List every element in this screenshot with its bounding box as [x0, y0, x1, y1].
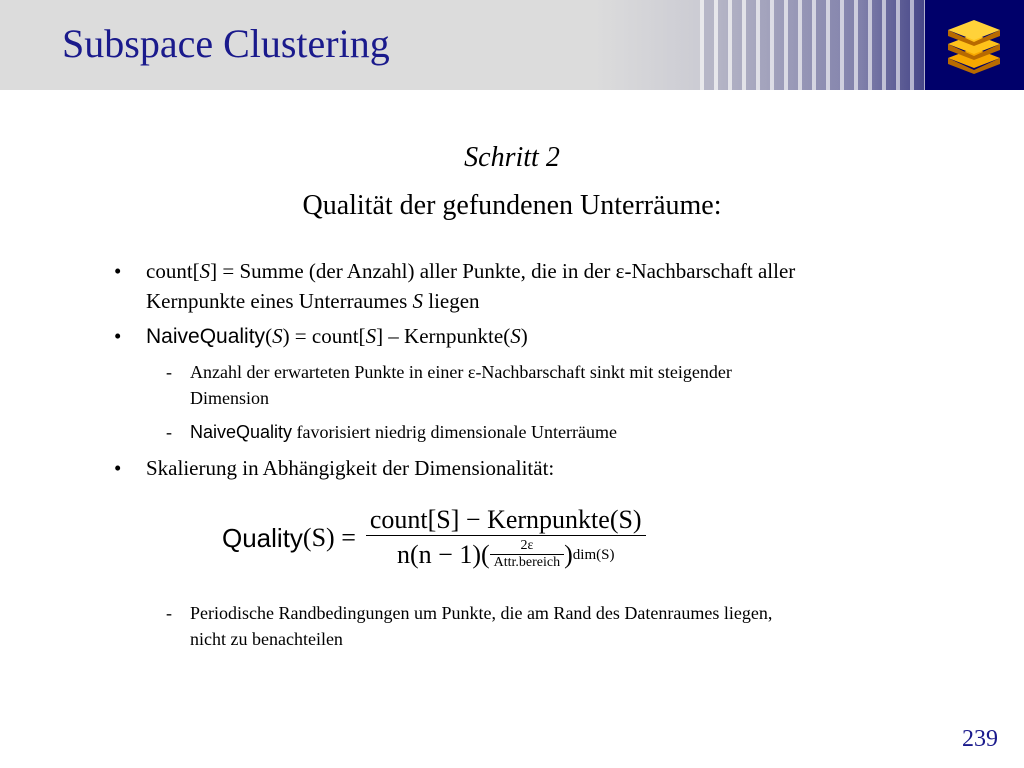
bullet-count: • count[S] = Summe (der Anzahl) aller Punkte, die in der ε-Nachbarschaft aller Kernpunkte eines Unterraumes S liegen [146, 256, 956, 316]
formula-numerator: count[S] − Kernpunkte(S) [369, 504, 642, 534]
subbullet-expected-points: - Anzahl der erwarteten Punkte in einer ε-Nachbarschaft sinkt mit steigender Dimension [190, 359, 950, 411]
formula-exponent: dim(S) [572, 546, 615, 563]
step-label: Schritt 2 [464, 142, 560, 173]
page-number: 239 [962, 726, 998, 752]
quality-formula [222, 503, 712, 573]
formula-denominator: n(n − 1)( $\frac{2\varepsilon}{\text{Attr.bereich}}$ ) dim(S) [397, 538, 615, 570]
dash-marker: - [166, 362, 172, 382]
bullet-marker: • [114, 456, 122, 480]
formula-fraction [366, 505, 646, 572]
stacked-layers-icon [942, 18, 1006, 74]
dash-marker: - [166, 603, 172, 623]
bullet-naive-quality: • NaiveQuality(S) = count[S] – Kernpunkte(S) [146, 321, 956, 352]
title-bar [0, 0, 1024, 90]
section-heading: Qualität der gefundenen Unterräume: [302, 190, 722, 221]
formula-lhs-name: Quality [222, 522, 303, 553]
logo [925, 0, 1024, 90]
dash-marker: - [166, 422, 172, 442]
subbullet-periodic-boundary: - Periodische Randbedingungen um Punkte, die am Rand des Datenraumes liegen, nicht zu benachteilen [190, 600, 950, 652]
slide-title: Subspace Clustering [62, 21, 390, 66]
bullet-marker: • [114, 259, 122, 283]
bullet-scaling: • Skalierung in Abhängigkeit der Dimensionalität: [146, 453, 956, 483]
subbullet-naive-favors: - NaiveQuality favorisiert niedrig dimensionale Unterräume [190, 419, 950, 445]
formula-inner-fraction: $\frac{2\varepsilon}{\text{Attr.bereich}}$ [492, 538, 562, 571]
formula-lhs-arg: (S) = [302, 523, 356, 552]
title-bar-stripes [700, 0, 925, 90]
bullet-marker: • [114, 324, 122, 348]
